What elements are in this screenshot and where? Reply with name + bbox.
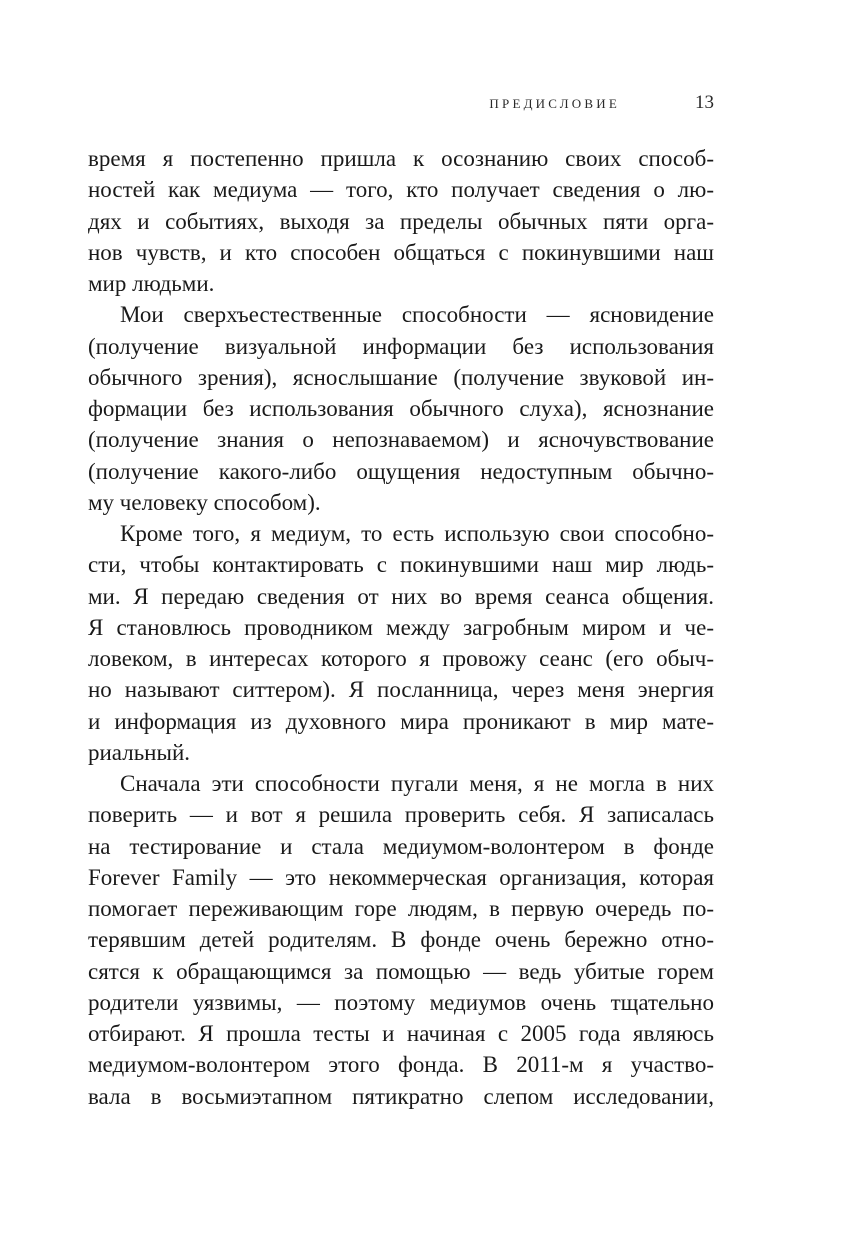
text-line: и информация из духовного мира проникают в мир мате- xyxy=(88,708,714,734)
text-line: Я становлюсь проводником между загробным миром и че- xyxy=(88,614,714,640)
text-line: Сначала эти способности пугали меня, я не могла в них xyxy=(120,771,714,796)
text-line: Forever Family — это некоммерческая организация, которая xyxy=(88,864,714,890)
text-line: Кроме того, я медиум, то есть использую свои способно- xyxy=(120,521,714,546)
page-number: 13 xyxy=(695,92,714,113)
text-line: но называют ситтером). Я посланница, через меня энергия xyxy=(88,677,714,703)
text-line: отбирают. Я прошла тесты и начиная с 2005 года являюсь xyxy=(88,1021,714,1046)
text-line: (получение знания о непознаваемом) и ясночувствование xyxy=(88,427,714,453)
text-line: родители уязвимы, — поэтому медиумов очень тщательно xyxy=(88,989,714,1015)
text-line: ми. Я передаю сведения от них во время сеанса общения. xyxy=(88,583,714,609)
text-line: формации без использования обычного слуха), яснознание xyxy=(88,396,714,421)
text-line: ностей как медиума — того, кто получает сведения о лю- xyxy=(88,177,714,203)
text-line: поверить — и вот я решила проверить себя. Я записалась xyxy=(88,802,714,828)
text-line: терявшим детей родителям. В фонде очень бережно отно- xyxy=(88,927,714,953)
text-line: на тестирование и стала медиумом-волонтером в фонде xyxy=(88,833,714,859)
text-line: дях и событиях, выходя за пределы обычных пяти орга- xyxy=(88,208,714,234)
text-line: риальный. xyxy=(88,739,191,765)
text-line: нов чувств, и кто способен общаться с покинувшими наш xyxy=(88,239,714,265)
body-text xyxy=(88,143,714,1112)
text-line: му человеку способом). xyxy=(88,489,321,515)
text-line: мир людьми. xyxy=(88,271,215,296)
text-line: Мои сверхъестественные способности — ясновидение xyxy=(120,302,714,328)
text-line: (получение визуальной информации без использования xyxy=(88,333,714,359)
text-line: помогает переживающим горе людям, в первую очередь по- xyxy=(88,896,714,921)
section-title: ПРЕДИСЛОВИЕ xyxy=(489,96,620,111)
text-line: сятся к обращающимся за помощью — ведь убитые горем xyxy=(88,958,714,984)
text-line: время я постепенно пришла к осознанию своих способ- xyxy=(88,146,714,171)
text-line: обычного зрения), яснослышание (получение звуковой ин- xyxy=(88,364,714,390)
text-line: вала в восьмиэтапном пятикратно слепом исследовании, xyxy=(88,1083,714,1109)
text-line: медиумом-волонтером этого фонда. В 2011-м я участво- xyxy=(88,1052,714,1078)
text-line: сти, чтобы контактировать с покинувшими наш мир людь- xyxy=(88,552,714,578)
text-line: ловеком, в интересах которого я провожу сеанс (его обыч- xyxy=(88,646,714,671)
running-header xyxy=(88,92,714,116)
text-line: (получение какого-либо ощущения недоступным обычно- xyxy=(88,458,714,484)
